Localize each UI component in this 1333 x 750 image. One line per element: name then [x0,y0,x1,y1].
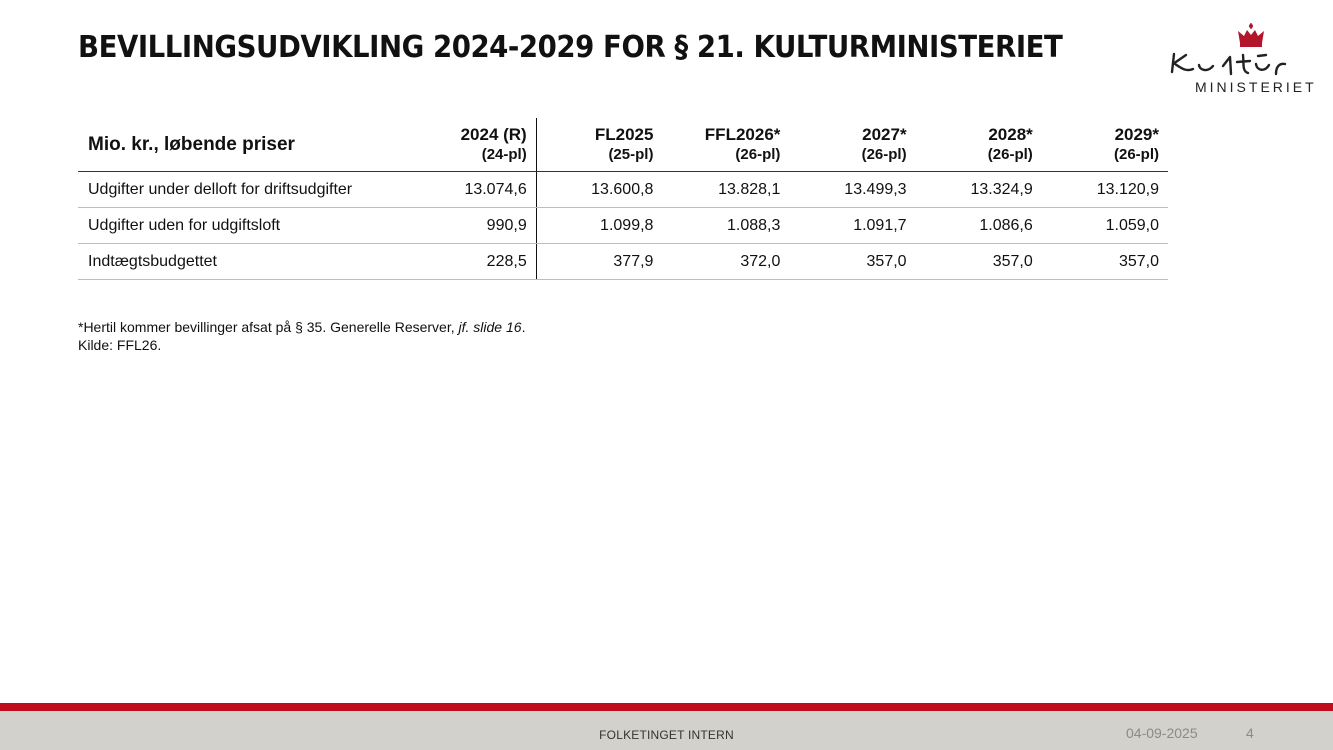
row-label: Udgifter under delloft for driftsudgifter [78,172,410,208]
column-header-2028 [916,118,1042,172]
column-header-label: Mio. kr., løbende priser [78,118,410,172]
table-cell: 357,0 [789,244,915,280]
table-cell: 13.324,9 [916,172,1042,208]
column-header-fl2025 [536,118,662,172]
table-cell: 372,0 [662,244,789,280]
table-row [78,244,1168,280]
column-header-price-level: (26-pl) [1114,145,1159,163]
table-cell: 13.499,3 [789,172,915,208]
table-cell: 13.600,8 [536,172,662,208]
column-header-title: FL2025 [594,125,654,145]
column-header-title: 2028* [988,125,1033,145]
table-header-row [78,118,1168,172]
footnote-reserves [78,318,525,336]
column-header-price-level: (26-pl) [735,145,781,163]
row-label: Udgifter uden for udgiftsloft [78,208,410,244]
column-header-2027 [789,118,915,172]
column-header-title: 2027* [862,125,907,145]
table-cell: 1.099,8 [536,208,662,244]
column-header-ffl2026 [662,118,789,172]
table-cell: 1.091,7 [789,208,915,244]
table-cell: 377,9 [536,244,662,280]
footnote-end: . [521,319,526,335]
footer-date: 04-09-2025 [1126,725,1198,741]
table-cell: 357,0 [916,244,1042,280]
table-row [78,172,1168,208]
column-header-title: 2024 (R) [460,125,527,145]
footnote-text: *Hertil kommer bevillinger afsat på § 35. Generelle Reserver, [78,319,459,335]
footnote-slide-reference: jf. slide 16 [458,319,522,335]
table-cell: 13.828,1 [662,172,789,208]
source-note: Kilde: FFL26. [78,337,162,353]
column-header-price-level: (26-pl) [861,145,907,163]
column-header-title: FFL2026* [704,125,781,145]
footer-classification: FOLKETINGET INTERN [599,728,734,742]
footnote [78,318,525,354]
page-number: 4 [1246,725,1254,741]
table-cell: 357,0 [1042,244,1168,280]
column-header-price-level: (25-pl) [608,145,654,163]
table-cell: 228,5 [410,244,536,280]
logo-wordmark: MINISTERIET [1195,79,1317,95]
column-header-price-level: (26-pl) [987,145,1033,163]
column-header-title: 2029* [1114,125,1159,145]
table-cell: 1.088,3 [662,208,789,244]
table-cell: 13.074,6 [410,172,536,208]
column-header-2029 [1042,118,1168,172]
slide-title: BEVILLINGSUDVIKLING 2024-2029 FOR § 21. KULTURMINISTERIET [78,30,1063,65]
table-row [78,208,1168,244]
footer-accent-stripe [0,703,1333,711]
table-cell: 1.086,6 [916,208,1042,244]
crown-icon [1238,23,1264,47]
column-header-price-level: (24-pl) [481,145,527,163]
budget-table [78,118,1168,280]
column-header-2024 [410,118,536,172]
table-cell: 990,9 [410,208,536,244]
row-label: Indtægtsbudgettet [78,244,410,280]
table-cell: 1.059,0 [1042,208,1168,244]
table-cell: 13.120,9 [1042,172,1168,208]
